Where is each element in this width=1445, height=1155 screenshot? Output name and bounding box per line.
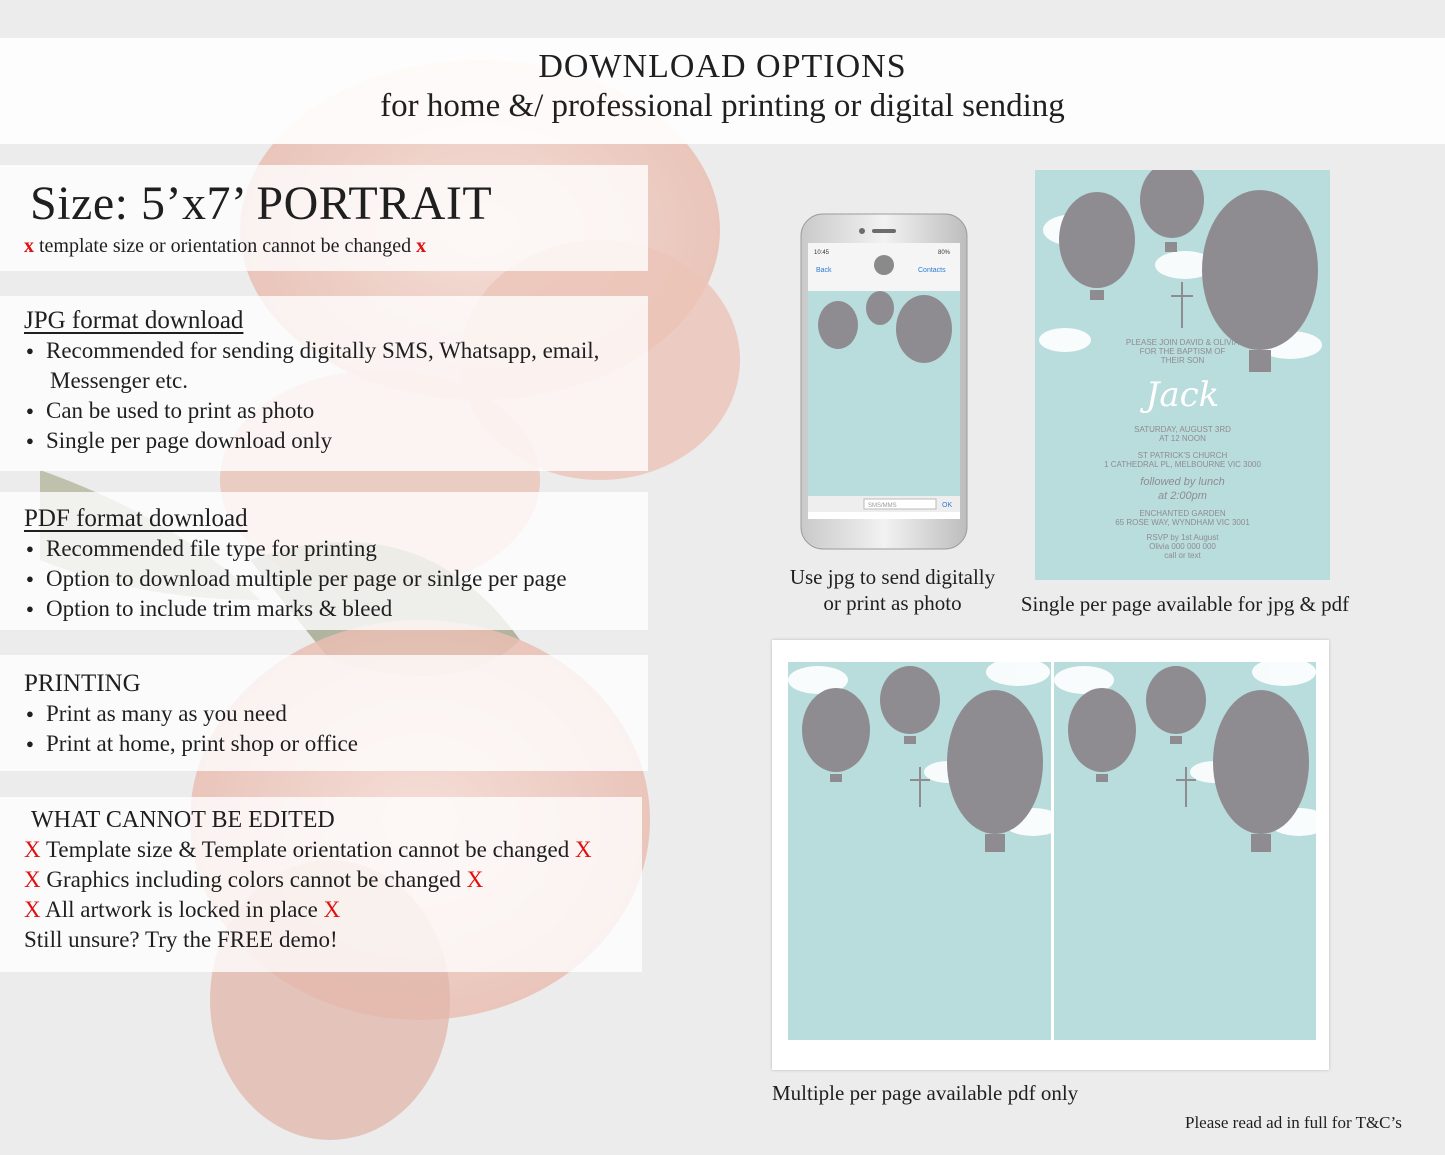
x-mark: x xyxy=(416,235,427,257)
invite-line: RSVP by 1st August xyxy=(1146,533,1219,542)
restriction-text: Graphics including colors cannot be changed xyxy=(46,867,461,892)
x-mark: x xyxy=(24,235,34,257)
restriction-text: All artwork is locked in place xyxy=(45,897,318,922)
list-item: ● Recommended file type for printing xyxy=(24,534,648,564)
pdf-heading: PDF format download xyxy=(24,505,248,532)
invite-line: ST PATRICK'S CHURCH xyxy=(1137,451,1228,460)
invite-line: AT 12 NOON xyxy=(1159,434,1206,443)
list-item: ● Print at home, print shop or office xyxy=(24,729,648,759)
phone-sms-placeholder: SMS/MMS xyxy=(868,503,897,509)
single-invite-card xyxy=(1035,170,1330,580)
invite-text xyxy=(1035,338,1330,560)
invite-line: FOR THE BAPTISM OF xyxy=(1139,347,1226,356)
list-item: ● Print as many as you need xyxy=(24,699,648,729)
phone-time: 10:45 xyxy=(814,250,830,256)
invite-line: ENCHANTED GARDEN xyxy=(1139,509,1226,518)
phone-ok: OK xyxy=(942,502,953,509)
not-editable-heading: WHAT CANNOT BE EDITED xyxy=(31,807,335,833)
multiple-caption: Multiple per page available pdf only xyxy=(772,1081,1079,1105)
pdf-panel xyxy=(0,492,648,630)
jpg-panel xyxy=(0,296,648,471)
invite-line: SATURDAY, AUGUST 3RD xyxy=(1134,425,1231,434)
not-editable-panel xyxy=(0,797,642,972)
invite-name: Jack xyxy=(1145,375,1220,415)
phone-battery: 80% xyxy=(938,250,951,256)
jpg-heading: JPG format download xyxy=(24,307,244,334)
demo-note: Still unsure? Try the FREE demo! xyxy=(24,927,338,952)
x-mark: X xyxy=(466,867,484,892)
multi-invite-card xyxy=(1054,662,1316,1040)
x-mark: X xyxy=(24,837,41,862)
list-item: ● Option to include trim marks & bleed xyxy=(24,594,648,624)
list-item-continuation: Messenger etc. xyxy=(50,368,188,393)
phone-caption-line: Use jpg to send digitally xyxy=(789,565,996,589)
single-caption: Single per page available for jpg & pdf xyxy=(1020,592,1350,616)
list-item: ● Recommended for sending digitally SMS, Whatsapp, email, xyxy=(24,336,648,366)
x-mark: X xyxy=(24,897,41,922)
page-title: DOWNLOAD OPTIONS xyxy=(538,48,907,85)
list-item: ● Can be used to print as photo xyxy=(24,396,648,426)
printing-panel xyxy=(0,655,648,771)
size-title: Size: 5’x7’ PORTRAIT xyxy=(30,177,493,230)
printing-heading: PRINTING xyxy=(24,670,141,697)
multi-invite-card xyxy=(788,662,1051,1040)
invite-script: followed by lunch xyxy=(1140,476,1225,488)
phone-mockup xyxy=(800,213,968,550)
list-item: ● Option to download multiple per page or sinlge per page xyxy=(24,564,648,594)
x-mark: X xyxy=(574,837,592,862)
x-mark: X xyxy=(24,867,41,892)
restriction-line xyxy=(24,835,642,865)
invite-script: at 2:00pm xyxy=(1158,490,1207,502)
size-note xyxy=(24,233,648,259)
restriction-line xyxy=(24,865,642,895)
x-mark: X xyxy=(323,897,341,922)
size-panel xyxy=(0,165,648,271)
size-note-text: template size or orientation cannot be changed xyxy=(39,235,412,257)
invite-line: PLEASE JOIN DAVID & OLIVIA xyxy=(1125,338,1240,347)
phone-back-link: Back xyxy=(816,267,832,274)
invite-line: 1 CATHEDRAL PL, MELBOURNE VIC 3000 xyxy=(1104,460,1261,469)
restriction-text: Template size & Template orientation cannot be changed xyxy=(45,837,570,862)
terms-note: Please read ad in full for T&C’s xyxy=(1185,1113,1402,1132)
invite-line: Olivia 000 000 000 xyxy=(1149,542,1216,551)
multi-invite-sheet xyxy=(772,640,1329,1070)
phone-contacts-link: Contacts xyxy=(918,267,946,274)
header-band xyxy=(0,38,1445,144)
phone-caption xyxy=(770,564,1015,616)
page-subtitle: for home &/ professional printing or digital sending xyxy=(380,88,1065,124)
restriction-line xyxy=(24,895,642,925)
avatar xyxy=(874,255,894,275)
phone-caption-line: or print as photo xyxy=(823,591,962,615)
invite-line: THEIR SON xyxy=(1160,356,1205,365)
list-item: ● Single per page download only xyxy=(24,426,648,456)
invite-line: 65 ROSE WAY, WYNDHAM VIC 3001 xyxy=(1115,518,1250,527)
invite-line: call or text xyxy=(1164,551,1201,560)
